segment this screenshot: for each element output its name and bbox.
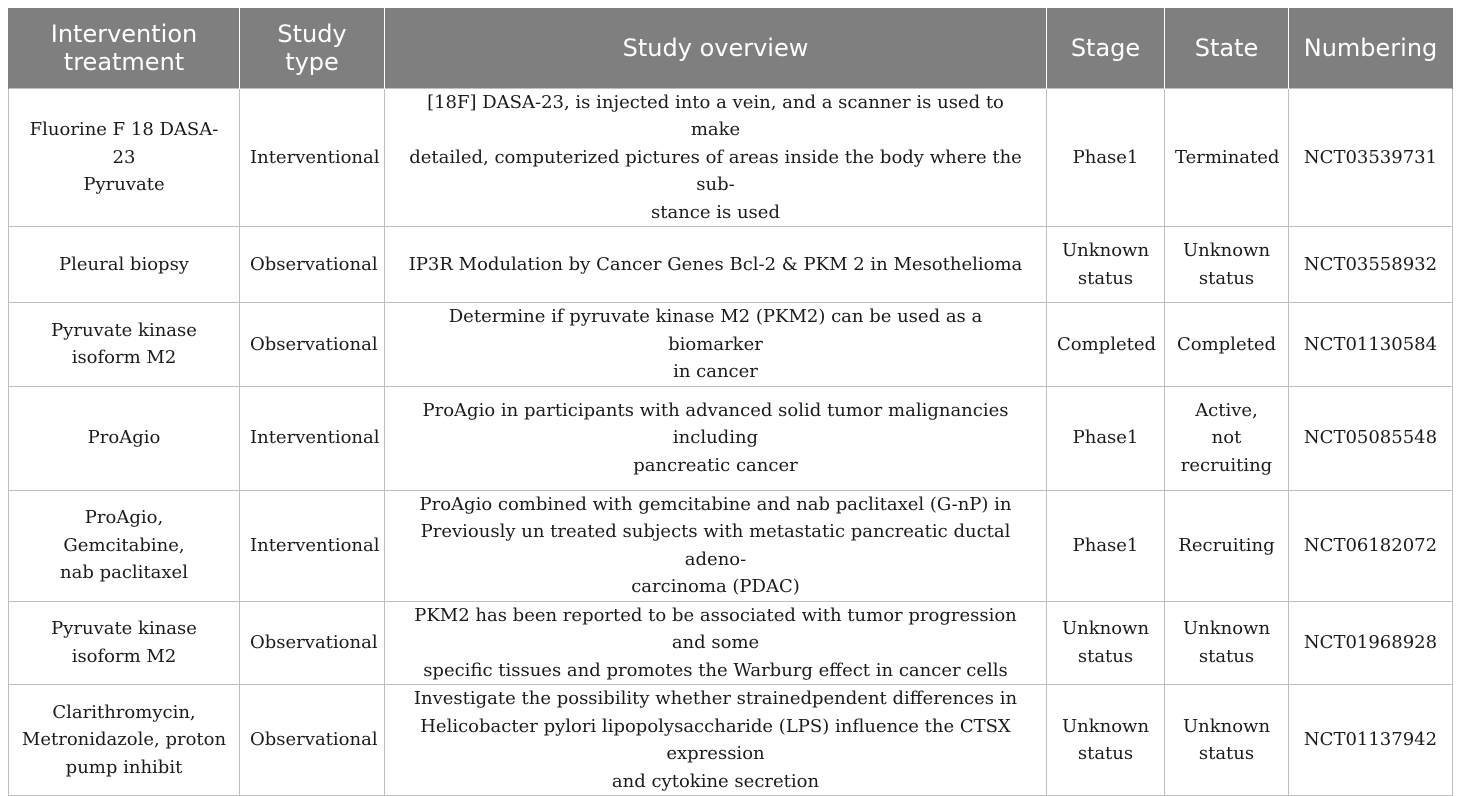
header-numbering: Numbering xyxy=(1289,8,1453,88)
cell-line: and cytokine secretion xyxy=(611,770,820,792)
cell-stage xyxy=(1047,685,1165,796)
cell-line: ProAgio xyxy=(87,427,161,449)
cell-line: isoform M2 xyxy=(71,645,177,667)
cell-line: nab paclitaxel xyxy=(60,562,188,584)
cell-state xyxy=(1165,490,1289,601)
cell-line: Recruiting xyxy=(1178,534,1275,556)
cell-overview xyxy=(385,303,1047,387)
table-row xyxy=(9,88,1453,227)
cell-intervention xyxy=(9,490,240,601)
cell-line: Completed xyxy=(1057,333,1157,355)
cell-study-type: Interventional xyxy=(240,88,385,227)
header-text: type xyxy=(285,47,339,76)
cell-line: carcinoma (PDAC) xyxy=(631,576,800,597)
cell-intervention xyxy=(9,685,240,796)
cell-line: Pleural biopsy xyxy=(59,253,189,275)
cell-line: Unknown xyxy=(1182,240,1271,261)
header-text: Study xyxy=(277,19,347,48)
cell-line: Pyruvate kinase xyxy=(51,618,197,640)
cell-line: Unknown xyxy=(1061,715,1150,737)
table-row xyxy=(9,303,1453,387)
cell-line: Phase1 xyxy=(1072,534,1139,556)
header-text: Intervention xyxy=(50,19,198,48)
cell-line: status xyxy=(1198,267,1255,289)
cell-line: Completed xyxy=(1176,333,1277,355)
cell-line: Active, xyxy=(1195,399,1258,421)
cell-line: not xyxy=(1211,427,1242,449)
cell-line: pump inhibit xyxy=(65,756,183,778)
cell-line: Pyruvate xyxy=(83,174,165,195)
cell-state xyxy=(1165,685,1289,796)
cell-line: Unknown xyxy=(1061,240,1150,261)
cell-study-type: Observational xyxy=(240,601,385,685)
cell-numbering: NCT01130584 xyxy=(1289,303,1453,387)
cell-line: status xyxy=(1077,743,1134,764)
cell-stage xyxy=(1047,490,1165,601)
table-header xyxy=(9,8,1453,88)
cell-intervention xyxy=(9,88,240,227)
table-row xyxy=(9,685,1453,796)
table-row xyxy=(9,227,1453,303)
cell-numbering: NCT03539731 xyxy=(1289,88,1453,227)
cell-overview xyxy=(385,386,1047,490)
cell-line: in cancer xyxy=(673,361,758,382)
cell-numbering: NCT05085548 xyxy=(1289,386,1453,490)
cell-line: Unknown xyxy=(1182,618,1271,640)
cell-overview xyxy=(385,601,1047,685)
cell-overview xyxy=(385,490,1047,601)
cell-state xyxy=(1165,88,1289,227)
table-row xyxy=(9,490,1453,601)
cell-study-type: Interventional xyxy=(240,490,385,601)
cell-intervention xyxy=(9,227,240,303)
cell-state xyxy=(1165,601,1289,685)
cell-line: ProAgio, xyxy=(84,507,164,529)
header-state: State xyxy=(1165,8,1289,88)
cell-line: Gemcitabine, xyxy=(63,534,185,556)
cell-line: ProAgio combined with gemcitabine and nab paclitaxel (G-nP) in xyxy=(419,493,1012,515)
cell-line: specific tissues and promotes the Warburg effect in cancer cells xyxy=(423,659,1008,681)
cell-line: stance is used xyxy=(651,201,780,223)
cell-state xyxy=(1165,386,1289,490)
table-row xyxy=(9,386,1453,490)
cell-numbering: NCT03558932 xyxy=(1289,227,1453,303)
header-row xyxy=(9,8,1453,88)
cell-numbering: NCT01137942 xyxy=(1289,685,1453,796)
table-row xyxy=(9,601,1453,685)
cell-line: detailed, computerized pictures of areas inside the body where the sub- xyxy=(409,146,1022,195)
header-study-type xyxy=(240,8,385,88)
cell-line: Unknown xyxy=(1182,715,1271,737)
cell-line: status xyxy=(1077,645,1134,667)
cell-numbering: NCT06182072 xyxy=(1289,490,1453,601)
header-study-overview: Study overview xyxy=(385,8,1047,88)
cell-stage xyxy=(1047,386,1165,490)
cell-overview xyxy=(385,227,1047,303)
cell-line: status xyxy=(1198,743,1255,764)
cell-line: Determine if pyruvate kinase M2 (PKM2) can be used as a biomarker xyxy=(448,306,983,355)
cell-line: PKM2 has been reported to be associated with tumor progression and some xyxy=(414,604,1017,653)
table-body xyxy=(9,88,1453,796)
cell-study-type: Observational xyxy=(240,227,385,303)
cell-intervention xyxy=(9,601,240,685)
cell-overview xyxy=(385,685,1047,796)
cell-line: Pyruvate kinase xyxy=(51,319,197,341)
cell-line: Previously un treated subjects with metastatic pancreatic ductal adeno- xyxy=(420,521,1011,570)
cell-intervention xyxy=(9,386,240,490)
cell-line: Fluorine F 18 DASA-23 xyxy=(29,119,219,168)
cell-line: status xyxy=(1198,645,1255,667)
cell-stage xyxy=(1047,303,1165,387)
cell-line: [18F] DASA-23, is injected into a vein, and a scanner is used to make xyxy=(427,91,1004,140)
cell-line: recruiting xyxy=(1180,454,1273,476)
header-text: treatment xyxy=(63,47,185,76)
cell-line: ProAgio in participants with advanced solid tumor malignancies including xyxy=(422,399,1009,449)
cell-state xyxy=(1165,303,1289,387)
cell-line: pancreatic cancer xyxy=(633,454,798,476)
cell-line: Metronidazole, proton xyxy=(21,729,227,751)
cell-study-type: Observational xyxy=(240,685,385,796)
cell-state xyxy=(1165,227,1289,303)
cell-line: IP3R Modulation by Cancer Genes Bcl-2 & PKM 2 in Mesothelioma xyxy=(408,253,1023,275)
clinical-trials-table xyxy=(8,8,1453,796)
cell-line: Clarithromycin, xyxy=(52,701,196,723)
cell-line: isoform M2 xyxy=(71,347,177,369)
cell-study-type: Observational xyxy=(240,303,385,387)
cell-study-type: Interventional xyxy=(240,386,385,490)
cell-line: Terminated xyxy=(1175,146,1280,168)
cell-stage xyxy=(1047,88,1165,227)
cell-line: Phase1 xyxy=(1072,427,1139,449)
cell-numbering: NCT01968928 xyxy=(1289,601,1453,685)
cell-intervention xyxy=(9,303,240,387)
cell-line: Phase1 xyxy=(1072,146,1139,168)
cell-line: status xyxy=(1077,267,1134,289)
cell-line: Unknown xyxy=(1061,618,1150,640)
cell-stage xyxy=(1047,227,1165,303)
cell-stage xyxy=(1047,601,1165,685)
cell-overview xyxy=(385,88,1047,227)
header-intervention-treatment xyxy=(9,8,240,88)
cell-line: Investigate the possibility whether strainedpendent differences in xyxy=(413,688,1018,709)
header-stage: Stage xyxy=(1047,8,1165,88)
cell-line: Helicobacter pylori lipopolysaccharide (LPS) influence the CTSX expression xyxy=(420,715,1011,764)
